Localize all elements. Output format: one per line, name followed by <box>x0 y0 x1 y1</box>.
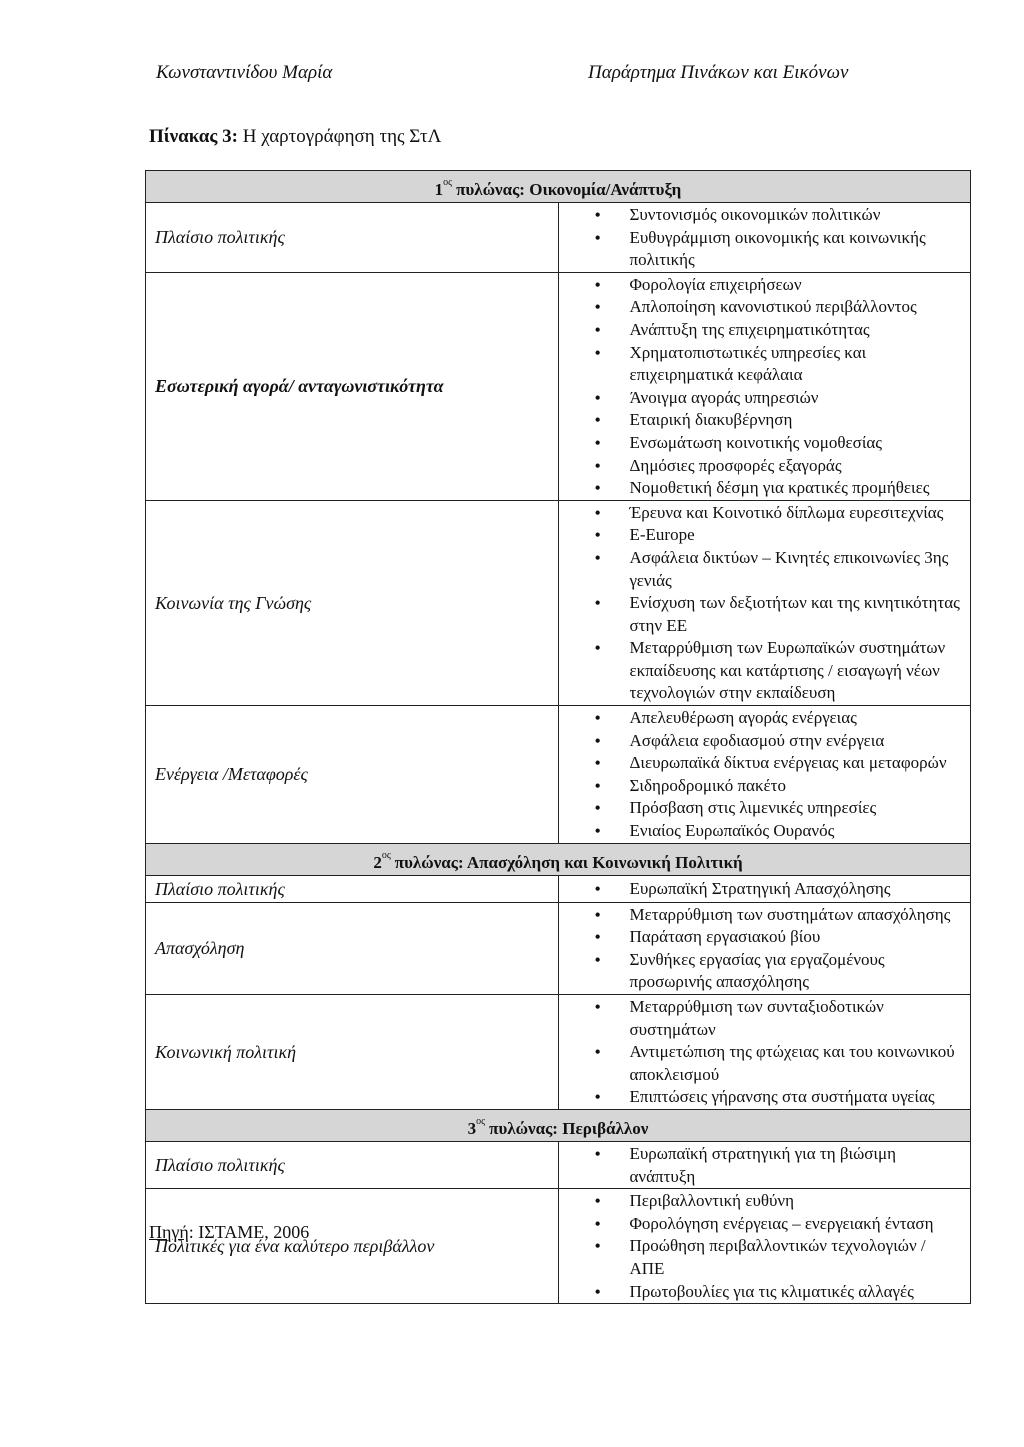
caption-label: Πίνακας 3: <box>149 126 238 147</box>
list-item: • Απελευθέρωση αγοράς ενέργειας <box>559 707 963 730</box>
pillar-ordinal-suffix: ος <box>476 1115 486 1127</box>
pillar-header-cell <box>146 1109 971 1141</box>
table-caption <box>149 126 441 148</box>
category-cell: Πλαίσιο πολιτικής <box>146 203 559 273</box>
list-item: • Ευρωπαϊκή Στρατηγική Απασχόλησης <box>559 878 963 901</box>
list-item: • Εταιρική διακυβέρνηση <box>559 409 963 432</box>
list-item: • Απλοποίηση κανονιστικού περιβάλλοντος <box>559 296 963 319</box>
list-item: • Ενιαίος Ευρωπαϊκός Ουρανός <box>559 820 963 843</box>
list-item: • Μεταρρύθμιση των συστημάτων απασχόλησης <box>559 904 963 927</box>
list-item: • Δημόσιες προσφορές εξαγοράς <box>559 455 963 478</box>
list-item: • Ευρωπαϊκή στρατηγική για τη βιώσιμη ανάπτυξη <box>559 1143 963 1188</box>
category-cell: Απασχόληση <box>146 902 559 994</box>
list-item: • Ευθυγράμμιση οικονομικής και κοινωνικής πολιτικής <box>559 227 963 272</box>
pillar-header-2 <box>146 843 971 875</box>
pillar-number: 1 <box>434 180 444 199</box>
pillar-ordinal-suffix: ος <box>443 177 453 188</box>
list-item: • Πρόσβαση στις λιμενικές υπηρεσίες <box>559 797 963 820</box>
category-cell: Εσωτερική αγορά/ ανταγωνιστικότητα <box>146 272 559 500</box>
bullet-list <box>559 904 963 994</box>
list-item: • Ενίσχυση των δεξιοτήτων και της κινητικότητας στην ΕΕ <box>559 592 963 637</box>
list-item: • Νομοθετική δέσμη για κρατικές προμήθειες <box>559 477 963 500</box>
pillar-ordinal-suffix: ος <box>381 849 391 861</box>
items-cell <box>558 1141 971 1188</box>
bullet-list <box>559 996 963 1109</box>
list-item: • Φορολογία επιχειρήσεων <box>559 274 963 297</box>
table-row <box>146 902 971 994</box>
running-header-section: Παράρτημα Πινάκων και Εικόνων <box>588 62 849 83</box>
category-cell: Πλαίσιο πολιτικής <box>146 875 559 902</box>
table-row <box>146 995 971 1110</box>
source-note <box>149 1222 309 1243</box>
list-item: • Διευρωπαϊκά δίκτυα ενέργειας και μεταφορών <box>559 752 963 775</box>
items-cell <box>558 706 971 844</box>
list-item: • Φορολόγηση ενέργειας – ενεργειακή ένταση <box>559 1213 963 1236</box>
items-cell <box>558 1189 971 1304</box>
list-item: • Συντονισμός οικονομικών πολιτικών <box>559 204 963 227</box>
pillar-header-cell <box>146 843 971 875</box>
table-row <box>146 500 971 705</box>
caption-text: Η χαρτογράφηση της ΣτΛ <box>237 126 442 147</box>
category-cell: Κοινωνική πολιτική <box>146 995 559 1110</box>
list-item: • Σιδηροδρομικό πακέτο <box>559 775 963 798</box>
pillar-title: πυλώνας: Απασχόληση και Κοινωνική Πολιτική <box>394 852 743 872</box>
pillar-header-3 <box>146 1109 971 1141</box>
bullet-list <box>559 274 963 500</box>
pillar-header-1 <box>146 171 971 203</box>
table-row <box>146 272 971 500</box>
list-item: • E-Europe <box>559 524 963 547</box>
category-cell: Πολιτικές για ένα καλύτερο περιβάλλον <box>146 1189 559 1304</box>
pillar-title: πυλώνας: Οικονομία/Ανάπτυξη <box>456 180 682 199</box>
list-item: • Ασφάλεια εφοδιασμού στην ενέργεια <box>559 730 963 753</box>
table-body <box>146 171 971 1304</box>
strategy-mapping-table <box>145 170 971 1304</box>
bullet-list <box>559 1143 963 1188</box>
list-item: • Μεταρρύθμιση των Ευρωπαϊκών συστημάτων εκπαίδευσης και κατάρτισης / εισαγωγή νέων τεχνολογιών στην εκπαίδευση <box>559 637 963 705</box>
list-item: • Έρευνα και Κοινοτικό δίπλωμα ευρεσιτεχνίας <box>559 502 963 525</box>
source-label: Πηγή <box>149 1222 189 1242</box>
category-cell: Κοινωνία της Γνώσης <box>146 500 559 705</box>
running-header-author: Κωνσταντινίδου Μαρία <box>156 62 333 83</box>
list-item: • Ενσωμάτωση κοινοτικής νομοθεσίας <box>559 432 963 455</box>
bullet-list <box>559 204 963 272</box>
pillar-header-cell <box>146 171 971 203</box>
bullet-list <box>559 1190 963 1303</box>
items-cell <box>558 272 971 500</box>
list-item: • Χρηματοπιστωτικές υπηρεσίες και επιχειρηματικά κεφάλαια <box>559 342 963 387</box>
bullet-list <box>559 878 963 901</box>
list-item: • Επιπτώσεις γήρανσης στα συστήματα υγείας <box>559 1086 963 1109</box>
list-item: • Ανάπτυξη της επιχειρηματικότητας <box>559 319 963 342</box>
items-cell <box>558 203 971 273</box>
items-cell <box>558 500 971 705</box>
table-row <box>146 875 971 902</box>
category-cell: Πλαίσιο πολιτικής <box>146 1141 559 1188</box>
table-row <box>146 203 971 273</box>
list-item: • Συνθήκες εργασίας για εργαζομένους προσωρινής απασχόλησης <box>559 949 963 994</box>
source-text: : ΙΣΤΑΜΕ, 2006 <box>188 1222 310 1242</box>
list-item: • Πρωτοβουλίες για τις κλιματικές αλλαγές <box>559 1281 963 1304</box>
list-item: • Περιβαλλοντική ευθύνη <box>559 1190 963 1213</box>
category-cell: Ενέργεια /Μεταφορές <box>146 706 559 844</box>
list-item: • Μεταρρύθμιση των συνταξιοδοτικών συστημάτων <box>559 996 963 1041</box>
list-item: • Παράταση εργασιακού βίου <box>559 926 963 949</box>
table-row <box>146 1189 971 1304</box>
list-item: • Αντιμετώπιση της φτώχειας και του κοινωνικού αποκλεισμού <box>559 1041 963 1086</box>
bullet-list <box>559 502 963 705</box>
pillar-number: 2 <box>373 852 382 872</box>
list-item: • Προώθηση περιβαλλοντικών τεχνολογιών / ΑΠΕ <box>559 1235 963 1280</box>
list-item: • Άνοιγμα αγοράς υπηρεσιών <box>559 387 963 410</box>
items-cell <box>558 995 971 1110</box>
items-cell <box>558 875 971 902</box>
table-row <box>146 1141 971 1188</box>
list-item: • Ασφάλεια δικτύων – Κινητές επικοινωνίες 3ης γενιάς <box>559 547 963 592</box>
pillar-title: πυλώνας: Περιβάλλον <box>489 1118 649 1138</box>
table-row <box>146 706 971 844</box>
bullet-list <box>559 707 963 843</box>
pillar-number: 3 <box>467 1118 477 1138</box>
items-cell <box>558 902 971 994</box>
